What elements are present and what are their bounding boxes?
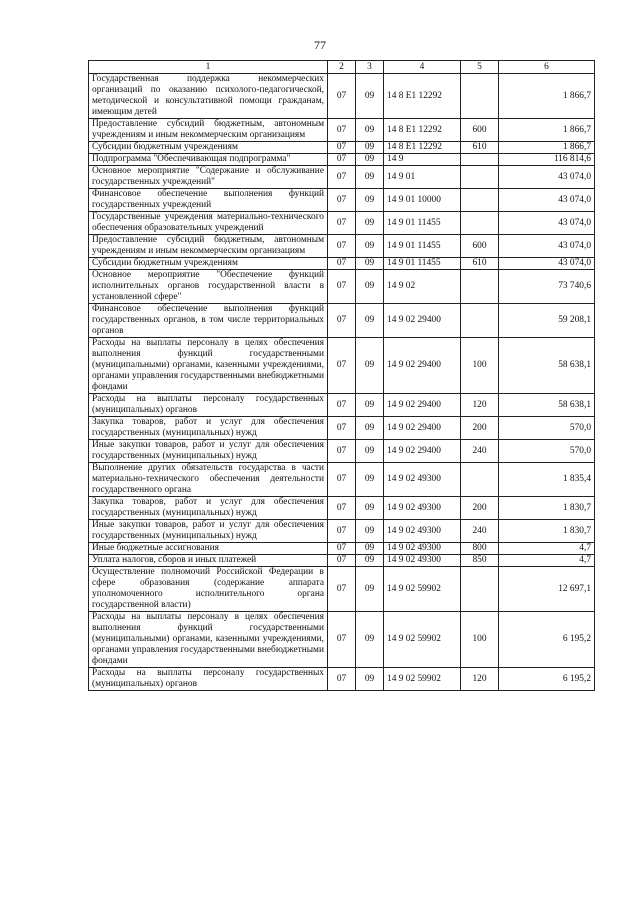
cell-amount: 43 074,0 xyxy=(499,258,595,270)
cell-section: 07 xyxy=(328,497,356,520)
cell-amount: 58 638,1 xyxy=(499,394,595,417)
cell-target-article: 14 9 02 29400 xyxy=(384,304,461,338)
cell-amount: 1 830,7 xyxy=(499,520,595,543)
cell-name: Подпрограмма "Обеспечивающая подпрограмма" xyxy=(89,154,328,166)
cell-amount: 43 074,0 xyxy=(499,189,595,212)
cell-name: Расходы на выплаты персоналу в целях обеспечения выполнения функций государственными (муниципальными) органами, казенными учреждениями, органами управления государственными внебюджетными фондами xyxy=(89,612,328,668)
table-row xyxy=(89,567,595,612)
cell-target-article: 14 9 xyxy=(384,154,461,166)
cell-section: 07 xyxy=(328,543,356,555)
cell-amount: 1 866,7 xyxy=(499,142,595,154)
cell-target-article: 14 9 02 59902 xyxy=(384,668,461,691)
cell-target-article: 14 9 01 11455 xyxy=(384,258,461,270)
table-row xyxy=(89,119,595,142)
cell-amount: 6 195,2 xyxy=(499,668,595,691)
cell-name: Предоставление субсидий бюджетным, автономным учреждениям и иным некоммерческим организациям xyxy=(89,235,328,258)
cell-expense-type: 600 xyxy=(461,119,499,142)
cell-name: Иные закупки товаров, работ и услуг для обеспечения государственных (муниципальных) нужд xyxy=(89,440,328,463)
cell-section: 07 xyxy=(328,235,356,258)
cell-section: 07 xyxy=(328,142,356,154)
cell-expense-type: 610 xyxy=(461,142,499,154)
cell-subsection: 09 xyxy=(356,119,384,142)
cell-expense-type xyxy=(461,270,499,304)
table-row xyxy=(89,258,595,270)
cell-name: Осуществление полномочий Российской Федерации в сфере образования (содержание аппарата уполномоченного исполнительного органа государственной власти) xyxy=(89,567,328,612)
column-header-name: 1 xyxy=(89,61,328,74)
cell-name: Финансовое обеспечение выполнения функций государственных органов, в том числе территориальных органов xyxy=(89,304,328,338)
table-row xyxy=(89,212,595,235)
cell-section: 07 xyxy=(328,189,356,212)
cell-target-article: 14 9 02 49300 xyxy=(384,497,461,520)
cell-target-article: 14 9 02 49300 xyxy=(384,520,461,543)
cell-subsection: 09 xyxy=(356,567,384,612)
cell-name: Предоставление субсидий бюджетным, автономным учреждениям и иным некоммерческим организациям xyxy=(89,119,328,142)
cell-target-article: 14 9 02 xyxy=(384,270,461,304)
cell-expense-type: 850 xyxy=(461,555,499,567)
cell-subsection: 09 xyxy=(356,440,384,463)
cell-target-article: 14 8 E1 12292 xyxy=(384,119,461,142)
cell-target-article: 14 9 01 10000 xyxy=(384,189,461,212)
cell-section: 07 xyxy=(328,154,356,166)
cell-name: Выполнение других обязательств государства в части материально-технического обеспечения деятельности государственного органа xyxy=(89,463,328,497)
cell-section: 07 xyxy=(328,440,356,463)
cell-subsection: 09 xyxy=(356,235,384,258)
cell-amount: 570,0 xyxy=(499,417,595,440)
cell-section: 07 xyxy=(328,417,356,440)
cell-name: Финансовое обеспечение выполнения функций государственных учреждений xyxy=(89,189,328,212)
cell-expense-type: 200 xyxy=(461,417,499,440)
cell-target-article: 14 9 02 59902 xyxy=(384,567,461,612)
cell-name: Расходы на выплаты персоналу государственных (муниципальных) органов xyxy=(89,394,328,417)
table-row xyxy=(89,394,595,417)
cell-section: 07 xyxy=(328,258,356,270)
cell-section: 07 xyxy=(328,74,356,119)
cell-amount: 4,7 xyxy=(499,543,595,555)
table-row xyxy=(89,142,595,154)
cell-expense-type: 120 xyxy=(461,668,499,691)
cell-target-article: 14 9 02 29400 xyxy=(384,338,461,394)
cell-amount: 59 208,1 xyxy=(499,304,595,338)
cell-expense-type xyxy=(461,74,499,119)
cell-expense-type: 600 xyxy=(461,235,499,258)
cell-subsection: 09 xyxy=(356,668,384,691)
cell-amount: 1 866,7 xyxy=(499,119,595,142)
cell-subsection: 09 xyxy=(356,166,384,189)
table-row xyxy=(89,166,595,189)
cell-name: Субсидии бюджетным учреждениям xyxy=(89,142,328,154)
cell-target-article: 14 8 E1 12292 xyxy=(384,142,461,154)
table-row xyxy=(89,304,595,338)
cell-target-article: 14 9 02 29400 xyxy=(384,394,461,417)
cell-amount: 116 814,6 xyxy=(499,154,595,166)
cell-amount: 4,7 xyxy=(499,555,595,567)
cell-subsection: 09 xyxy=(356,612,384,668)
cell-subsection: 09 xyxy=(356,417,384,440)
cell-section: 07 xyxy=(328,668,356,691)
cell-name: Субсидии бюджетным учреждениям xyxy=(89,258,328,270)
cell-target-article: 14 9 02 29400 xyxy=(384,440,461,463)
cell-amount: 1 866,7 xyxy=(499,74,595,119)
cell-target-article: 14 9 02 49300 xyxy=(384,543,461,555)
cell-section: 07 xyxy=(328,612,356,668)
cell-subsection: 09 xyxy=(356,394,384,417)
cell-expense-type: 240 xyxy=(461,520,499,543)
table-row xyxy=(89,520,595,543)
page-number: 77 xyxy=(314,38,326,52)
cell-name: Расходы на выплаты персоналу государственных (муниципальных) органов xyxy=(89,668,328,691)
cell-subsection: 09 xyxy=(356,543,384,555)
cell-name: Закупка товаров, работ и услуг для обеспечения государственных (муниципальных) нужд xyxy=(89,497,328,520)
column-header-target-article: 4 xyxy=(384,61,461,74)
cell-name: Уплата налогов, сборов и иных платежей xyxy=(89,555,328,567)
cell-expense-type xyxy=(461,304,499,338)
column-header-section: 2 xyxy=(328,61,356,74)
cell-subsection: 09 xyxy=(356,142,384,154)
table-row xyxy=(89,668,595,691)
cell-section: 07 xyxy=(328,463,356,497)
cell-section: 07 xyxy=(328,567,356,612)
cell-amount: 12 697,1 xyxy=(499,567,595,612)
table-row xyxy=(89,338,595,394)
cell-name: Основное мероприятие "Содержание и обслуживание государственных учреждений" xyxy=(89,166,328,189)
cell-subsection: 09 xyxy=(356,270,384,304)
cell-name: Иные закупки товаров, работ и услуг для обеспечения государственных (муниципальных) нужд xyxy=(89,520,328,543)
cell-amount: 43 074,0 xyxy=(499,212,595,235)
cell-amount: 6 195,2 xyxy=(499,612,595,668)
cell-target-article: 14 9 02 49300 xyxy=(384,463,461,497)
table-body xyxy=(89,74,595,691)
cell-section: 07 xyxy=(328,304,356,338)
table-row xyxy=(89,74,595,119)
cell-section: 07 xyxy=(328,394,356,417)
table-row xyxy=(89,555,595,567)
cell-name: Основное мероприятие "Обеспечение функций исполнительных органов государственной власти в установленной сфере" xyxy=(89,270,328,304)
cell-expense-type: 100 xyxy=(461,338,499,394)
cell-name: Расходы на выплаты персоналу в целях обеспечения выполнения функций государственными (муниципальными) органами, казенными учреждениями, органами управления государственными внебюджетными фондами xyxy=(89,338,328,394)
cell-amount: 1 835,4 xyxy=(499,463,595,497)
cell-name: Иные бюджетные ассигнования xyxy=(89,543,328,555)
cell-expense-type: 240 xyxy=(461,440,499,463)
cell-expense-type xyxy=(461,154,499,166)
cell-section: 07 xyxy=(328,166,356,189)
table-row xyxy=(89,270,595,304)
cell-amount: 43 074,0 xyxy=(499,166,595,189)
table-row xyxy=(89,543,595,555)
cell-subsection: 09 xyxy=(356,497,384,520)
cell-expense-type: 120 xyxy=(461,394,499,417)
table-row xyxy=(89,154,595,166)
cell-target-article: 14 9 02 49300 xyxy=(384,555,461,567)
cell-subsection: 09 xyxy=(356,74,384,119)
cell-subsection: 09 xyxy=(356,212,384,235)
cell-expense-type xyxy=(461,567,499,612)
table-row xyxy=(89,463,595,497)
cell-subsection: 09 xyxy=(356,555,384,567)
cell-expense-type: 200 xyxy=(461,497,499,520)
cell-amount: 43 074,0 xyxy=(499,235,595,258)
cell-expense-type: 800 xyxy=(461,543,499,555)
cell-expense-type: 610 xyxy=(461,258,499,270)
cell-name: Государственные учреждения материально-технического обеспечения образовательных учреждений xyxy=(89,212,328,235)
cell-target-article: 14 9 01 11455 xyxy=(384,235,461,258)
column-header-subsection: 3 xyxy=(356,61,384,74)
cell-section: 07 xyxy=(328,520,356,543)
cell-expense-type xyxy=(461,212,499,235)
table-row xyxy=(89,189,595,212)
cell-subsection: 09 xyxy=(356,154,384,166)
cell-amount: 58 638,1 xyxy=(499,338,595,394)
cell-target-article: 14 9 02 59902 xyxy=(384,612,461,668)
cell-section: 07 xyxy=(328,338,356,394)
cell-section: 07 xyxy=(328,270,356,304)
budget-table xyxy=(88,60,595,691)
cell-subsection: 09 xyxy=(356,520,384,543)
cell-target-article: 14 8 E1 12292 xyxy=(384,74,461,119)
column-header-expense-type: 5 xyxy=(461,61,499,74)
column-header-amount: 6 xyxy=(499,61,595,74)
table-row xyxy=(89,235,595,258)
cell-amount: 73 740,6 xyxy=(499,270,595,304)
cell-expense-type xyxy=(461,189,499,212)
cell-expense-type xyxy=(461,166,499,189)
cell-subsection: 09 xyxy=(356,463,384,497)
cell-subsection: 09 xyxy=(356,189,384,212)
cell-amount: 570,0 xyxy=(499,440,595,463)
cell-target-article: 14 9 01 xyxy=(384,166,461,189)
cell-expense-type: 100 xyxy=(461,612,499,668)
cell-subsection: 09 xyxy=(356,258,384,270)
cell-target-article: 14 9 01 11455 xyxy=(384,212,461,235)
cell-section: 07 xyxy=(328,212,356,235)
table-row xyxy=(89,417,595,440)
table-row xyxy=(89,440,595,463)
cell-section: 07 xyxy=(328,555,356,567)
cell-target-article: 14 9 02 29400 xyxy=(384,417,461,440)
cell-name: Закупка товаров, работ и услуг для обеспечения государственных (муниципальных) нужд xyxy=(89,417,328,440)
cell-section: 07 xyxy=(328,119,356,142)
table-row xyxy=(89,497,595,520)
cell-expense-type xyxy=(461,463,499,497)
cell-subsection: 09 xyxy=(356,338,384,394)
table-row xyxy=(89,612,595,668)
cell-name: Государственная поддержка некоммерческих организаций по оказанию психолого-педагогической, методической и консультативной помощи гражданам, имеющим детей xyxy=(89,74,328,119)
cell-subsection: 09 xyxy=(356,304,384,338)
cell-amount: 1 830,7 xyxy=(499,497,595,520)
table-header-row xyxy=(89,61,595,74)
